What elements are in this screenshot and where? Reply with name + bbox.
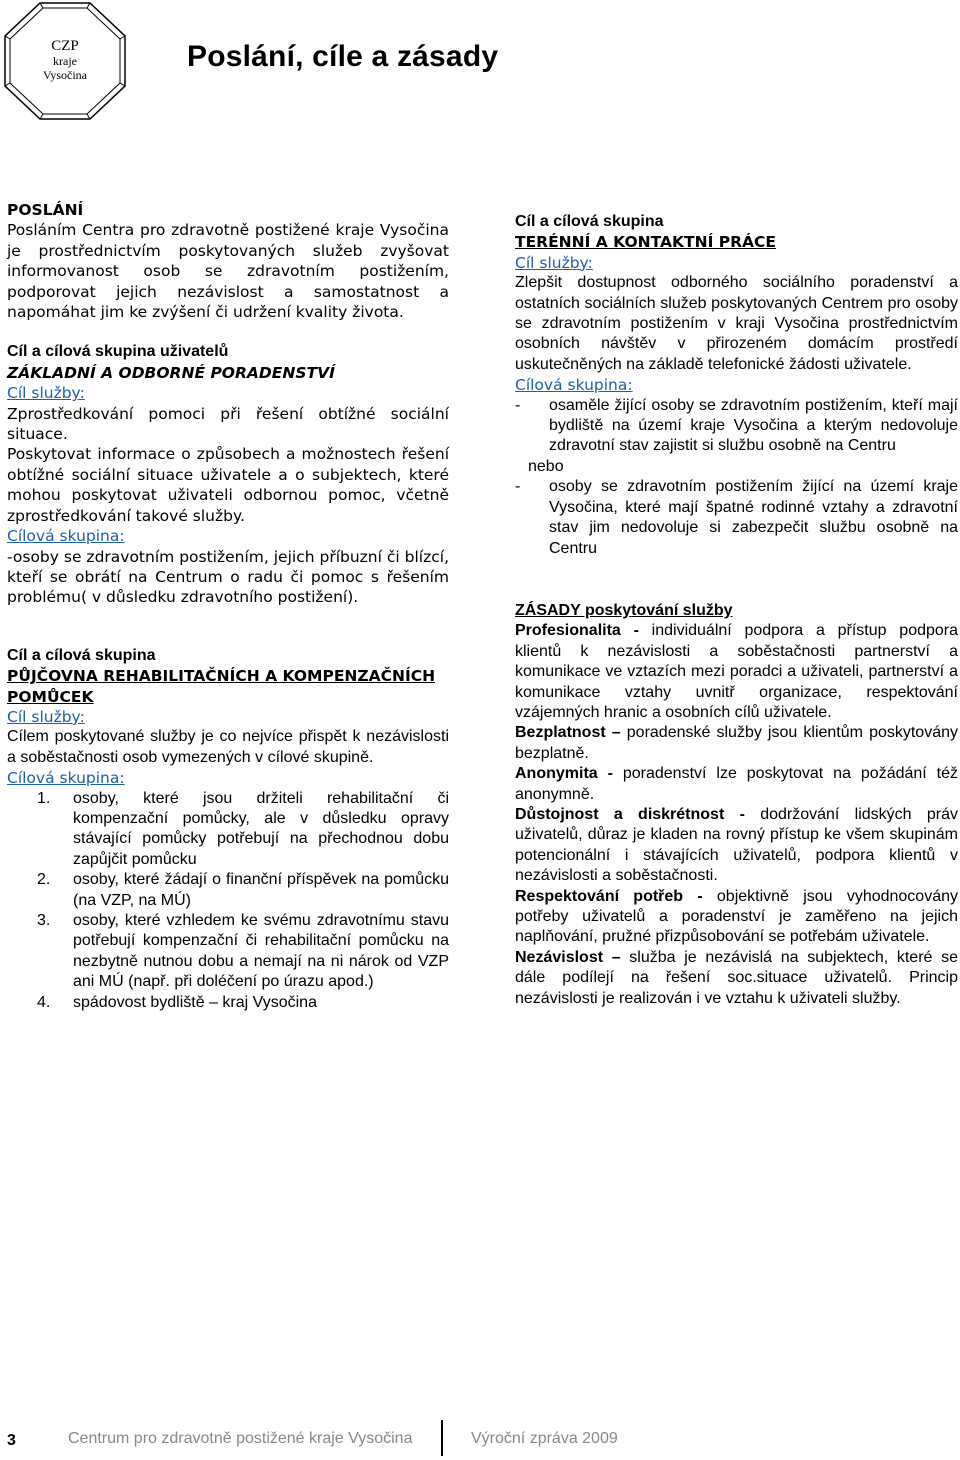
principle-item (515, 948, 958, 1009)
or-label: nebo (528, 457, 564, 475)
section-subheading: TERÉNNÍ A KONTAKTNÍ PRÁCE (515, 233, 776, 252)
principle-text: poradenství lze poskytovat na požádání též anonymně. (515, 765, 958, 803)
poslani-heading: POSLÁNÍ (7, 201, 84, 219)
cil-sluzby-text-2: Poskytovat informace o způsobech a možnostech řešení obtížné sociální situace uživatele a o subjektech, které mohou poskytovat uživateli odbornou pomoc, včetně zprostředkování takové služby. (7, 445, 449, 525)
list-number: 4. (37, 993, 51, 1011)
cil-sluzby-text: Zprostředkování pomoci při řešení obtížné sociální situace. (7, 404, 449, 444)
section-subheading: PŮJČOVNA REHABILITAČNÍCH A KOMPENZAČNÍCH POMŮCEK (7, 667, 436, 706)
list-item-text: osoby, které žádají o finanční příspěvek na pomůcku (na VZP, na MÚ) (73, 871, 449, 909)
cilova-skupina-label: Cílová skupina: (7, 769, 125, 788)
list-item-text: osoby, které jsou držiteli rehabilitační či kompenzační pomůcky, ale v důsledku opravy stávající pomůcky potřebují na přechodnou dobu zapůjčit pomůcku (73, 789, 449, 868)
principle-text: individuální podpora a přístup podpora klientů k nezávislosti a soběstačnosti partnerství a komunikace ve vztazích mezi poradci a uživateli, partnerství a komunikace vztahy uvnitř organizace, respektování vzájemných hranic a osobních cílů uživatele. (515, 622, 959, 721)
principle-text: služba je nezávislá na subjektech, které se dále podílejí na řešení soc.situace uživatelů. Princip nezávislosti je realizován i ve vztahu k uživateli služby. (515, 948, 958, 1007)
logo-text (4, 38, 126, 83)
cilova-skupina-label: Cílová skupina: (7, 527, 125, 546)
section-heading: Cíl a cílová skupina (7, 646, 156, 664)
cilova-skupina-label: Cílová skupina: (515, 376, 633, 395)
cil-sluzby-label: Cíl služby: (7, 384, 85, 403)
list-item (7, 911, 449, 993)
list-item (7, 789, 449, 871)
principles-heading: ZÁSADY poskytování služby (515, 601, 733, 619)
list-item-text: osaměle žijící osoby se zdravotním postižením, kteří mají bydliště na území kraje Vysočina a kterým nedovoluje zdravotní stav zajistit si službu osobně na Centru (549, 396, 958, 455)
cil-sluzby-label: Cíl služby: (7, 707, 85, 726)
principle-term: Anonymita - (515, 765, 613, 783)
list-number: 1. (37, 789, 51, 807)
target-group-list (515, 477, 958, 559)
footer-divider (441, 1420, 443, 1456)
page-title: Poslání, cíle a zásady (187, 40, 499, 73)
list-item-text: spádovost bydliště – kraj Vysočina (73, 993, 317, 1011)
cil-sluzby-label: Cíl služby: (515, 253, 593, 272)
footer-organization: Centrum pro zdravotně postižené kraje Vysočina (68, 1430, 413, 1447)
page-number: 3 (7, 1432, 16, 1449)
logo-line-3: Vysočina (43, 68, 87, 83)
section-heading: Cíl a cílová skupina uživatelů (7, 343, 229, 361)
poslani-text: Posláním Centra pro zdravotně postižené kraje Vysočina je prostřednictvím poskytovaných služeb zvyšovat informovanost osob se zdravotním postižením, podporovat jejich nezávislost a samostatnost a napomáhat jim ke zvýšení či udržení kvality života. (7, 221, 449, 322)
principle-text: dodržování lidských práv uživatelů, důraz je kladen na rovný přístup ke všem skupinám potencionální i stávajících uživatelů, podpora klientů v nezávislosti a soběstačnosti. (515, 805, 958, 885)
list-item-text: osoby se zdravotním postižením žijící na území kraje Vysočina, které mají špatné rodinné vztahy a zdravotní stav jim nedovoluje si zabezpečit službu osobně na Centru (549, 478, 958, 557)
dash-bullet: - (515, 478, 521, 496)
principle-term: Bezplatnost – (515, 724, 621, 742)
cil-sluzby-text: Cílem poskytované služby je co nejvíce přispět k nezávislosti a soběstačnosti osob vymezených v cílové skupině. (7, 728, 449, 766)
right-column (515, 212, 958, 1009)
principle-item (515, 764, 958, 805)
principle-term: Profesionalita - (515, 622, 639, 640)
logo-line-2: kraje (53, 54, 77, 69)
footer-report-title: Výroční zpráva 2009 (471, 1430, 618, 1447)
list-number: 2. (37, 871, 51, 889)
principle-item (515, 723, 958, 764)
list-item (515, 477, 958, 559)
section-subheading: ZÁKLADNÍ A ODBORNÉ PORADENSTVÍ (7, 363, 335, 382)
list-item (7, 870, 449, 911)
left-column (7, 200, 449, 1013)
cilova-skupina-text: -osoby se zdravotním postižením, jejich příbuzní či blízcí, kteří se obrátí na Centrum o radu či pomoc s řešením problému( v důsledku zdravotního postižení). (7, 547, 449, 607)
page-footer (0, 1420, 960, 1460)
dash-bullet: - (515, 396, 521, 414)
principle-term: Důstojnost a diskrétnost - (515, 805, 745, 823)
principle-term: Nezávislost – (515, 948, 621, 966)
principle-item (515, 887, 958, 948)
principle-item (515, 621, 958, 723)
section-heading: Cíl a cílová skupina (515, 213, 664, 230)
list-item (515, 396, 958, 457)
principle-item (515, 805, 958, 887)
logo-line-1: CZP (51, 38, 79, 54)
list-item-text: osoby, které vzhledem ke svému zdravotnímu stavu potřebují kompenzační či rehabilitační pomůcku na nezbytně nutnou dobu a nemají na ni nárok od VZP ani MÚ (např. při doléčení po úrazu apod.) (73, 912, 449, 991)
principle-term: Respektování potřeb - (515, 887, 703, 905)
target-group-list (515, 396, 958, 457)
principle-text: objektivně jsou vyhodnocovány potřeby uživatelů a poradenství je zaměřeno na jejich naplňování, pružné přizpůsobování se potřebám uživatele. (515, 887, 959, 946)
target-group-list (7, 789, 449, 1013)
principle-text: poradenské služby jsou klientům poskytovány bezplatně. (515, 724, 959, 762)
list-number: 3. (37, 912, 51, 929)
list-item (7, 993, 449, 1013)
cil-sluzby-text: Zlepšit dostupnost odborného sociálního poradenství a ostatních sociálních služeb poskytovaných Centrem pro osoby se zdravotním postižením v kraji Vysočina prostřednictvím osobních návštěv v přirozeném domácím prostředí uskutečněných na základě telefonické žádosti uživatele. (515, 274, 958, 373)
